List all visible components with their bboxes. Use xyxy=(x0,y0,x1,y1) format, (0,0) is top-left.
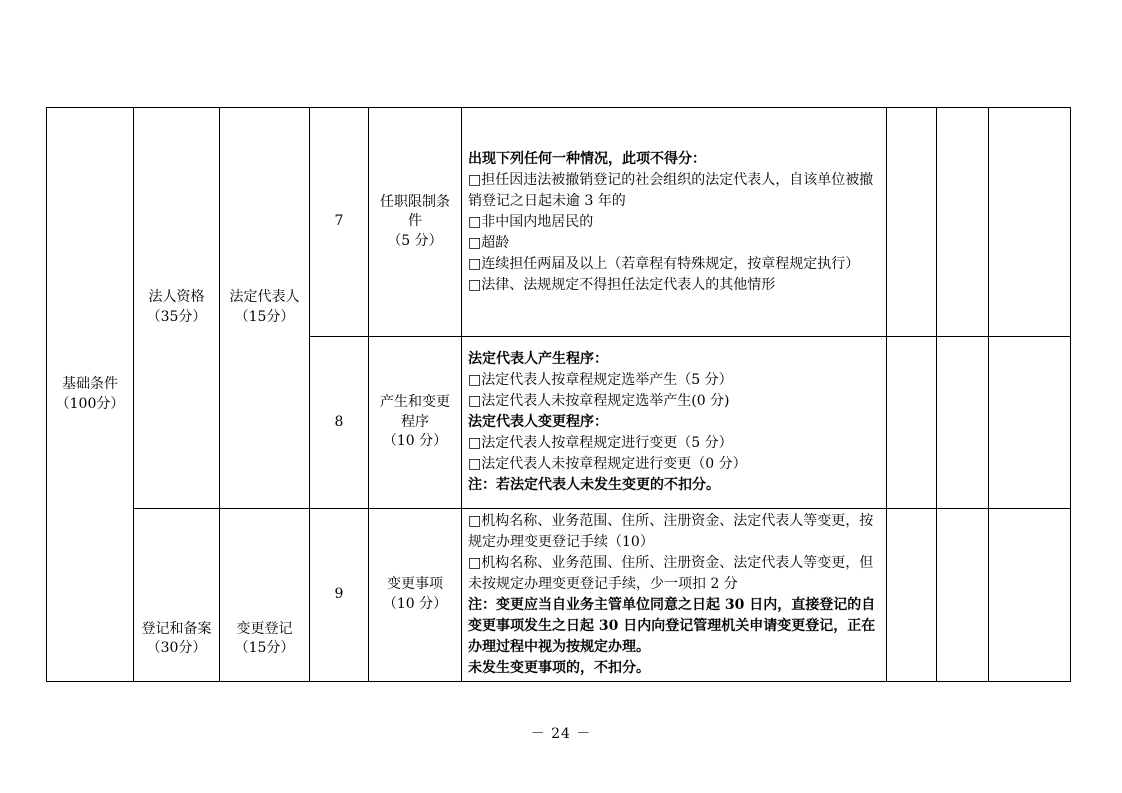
item-number: 9 xyxy=(310,509,369,682)
page-number: － 24 － xyxy=(530,726,592,742)
criteria-line: □法定代表人未按章程规定选举产生(0 分) xyxy=(468,393,730,409)
item-score: （10 分） xyxy=(382,596,448,612)
category-score: （100分） xyxy=(55,395,125,412)
criteria-line: □担任因违法被撤销登记的社会组织的法定代表人，自该单位被撤销登记之日起未逾 3 年的 xyxy=(468,171,874,209)
criteria-line: □法律、法规规定不得担任法定代表人的其他情形 xyxy=(468,276,776,293)
score-cell xyxy=(937,509,989,682)
criteria-heading: 出现下列任何一种情况，此项不得分： xyxy=(468,150,706,167)
item-name: 任职限制条件 xyxy=(380,193,450,230)
category-name: 基础条件 xyxy=(62,375,118,392)
score-cell xyxy=(989,337,1071,509)
score-cell xyxy=(989,108,1071,337)
item-name: 变更事项 xyxy=(387,576,443,593)
item-cell xyxy=(369,108,462,337)
table-row xyxy=(47,108,1071,337)
item-cell xyxy=(369,509,462,682)
criteria-note: 注：若法定代表人未发生变更的不扣分。 xyxy=(468,477,720,493)
group-cell xyxy=(134,509,220,682)
item-score: （10 分） xyxy=(382,433,448,450)
item-number: 7 xyxy=(310,108,369,337)
category-cell xyxy=(47,108,134,682)
criteria-cell xyxy=(462,108,887,337)
criteria-line: □非中国内地居民的 xyxy=(468,213,594,230)
score-cell xyxy=(937,337,989,509)
group-name: 法人资格 xyxy=(148,289,205,306)
subitem-score: （15分） xyxy=(234,309,295,325)
item-score: （5 分） xyxy=(387,232,443,249)
group-score: （35分） xyxy=(146,309,207,325)
item-cell xyxy=(369,337,462,509)
item-number: 8 xyxy=(310,337,369,509)
group-name: 登记和备案 xyxy=(141,620,212,637)
criteria-heading: 法定代表人变更程序： xyxy=(468,414,608,430)
criteria-note: 未发生变更事项的，不扣分。 xyxy=(468,660,650,676)
criteria-line: □法定代表人按章程规定进行变更（5 分） xyxy=(468,435,733,451)
group-cell xyxy=(134,108,220,509)
score-cell xyxy=(887,108,937,337)
subitem-name: 法定代表人 xyxy=(229,289,300,306)
criteria-cell xyxy=(462,337,887,509)
criteria-line: □法定代表人按章程规定选举产生（5 分） xyxy=(468,372,733,388)
criteria-line: □机构名称、业务范围、住所、注册资金、法定代表人等变更，但未按规定办理变更登记手续，少一项扣 2 分 xyxy=(468,555,874,592)
criteria-cell xyxy=(462,509,887,682)
criteria-line: □连续担任两届及以上（若章程有特殊规定，按章程规定执行） xyxy=(468,255,860,272)
evaluation-table xyxy=(46,107,1071,682)
score-cell xyxy=(887,509,937,682)
subitem-cell xyxy=(220,509,310,682)
criteria-line: □超龄 xyxy=(468,234,510,251)
item-name: 产生和变更程序 xyxy=(380,394,450,430)
score-cell xyxy=(989,509,1071,682)
subitem-name: 变更登记 xyxy=(236,620,293,637)
criteria-heading: 法定代表人产生程序： xyxy=(468,351,608,367)
criteria-note: 注：变更应当自业务主管单位同意之日起 30 日内，直接登记的自变更事项发生之日起 30 日内向登记管理机关申请变更登记，正在办理过程中视为按规定办理。 xyxy=(468,597,876,655)
group-score: （30分） xyxy=(146,640,207,657)
subitem-cell xyxy=(220,108,310,509)
score-cell xyxy=(887,337,937,509)
score-cell xyxy=(937,108,989,337)
table-row xyxy=(47,509,1071,682)
subitem-score: （15分） xyxy=(234,640,295,657)
criteria-line: □机构名称、业务范围、住所、注册资金、法定代表人等变更，按规定办理变更登记手续（10） xyxy=(468,513,874,550)
criteria-line: □法定代表人未按章程规定进行变更（0 分） xyxy=(468,456,747,472)
